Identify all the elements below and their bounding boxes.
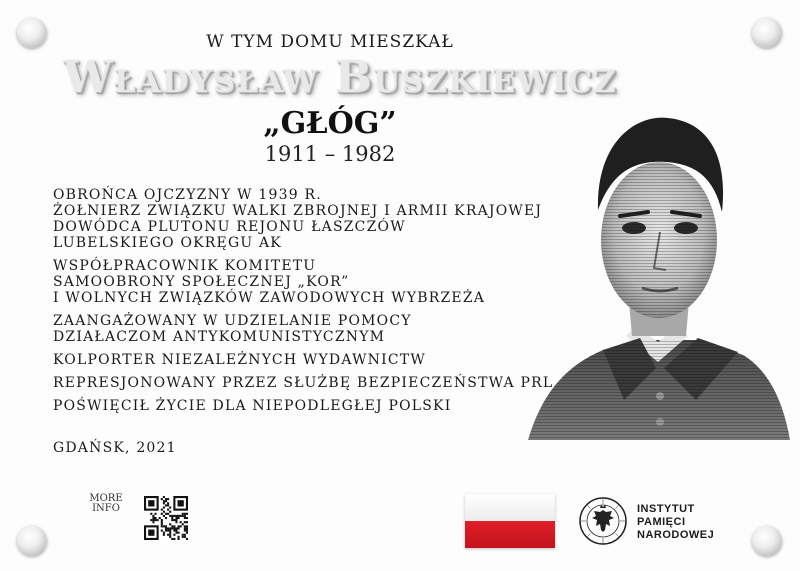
ipn-eagle-emblem (578, 496, 628, 546)
screw-cap-top-right (752, 18, 782, 48)
bio-line: REPRESJONOWANY PRZEZ SŁUŻBĘ BEZPIECZEŃSTWA PRL (53, 375, 554, 391)
portrait-photo (528, 100, 790, 450)
bio-line: WSPÓŁPRACOWNIK KOMITETU (53, 258, 317, 274)
bio-line: OBROŃCA OJCZYZNY W 1939 R. (53, 187, 322, 203)
bio-line: SAMOOBRONY SPOŁECZNEJ „KOR” (53, 274, 350, 290)
bio-paragraph (53, 313, 533, 345)
bio-line: I WOLNYCH ZWIĄZKÓW ZAWODOWYCH WYBRZEŻA (53, 290, 486, 306)
more-info-label (86, 494, 126, 514)
bio-line: KOLPORTER NIEZALEŻNYCH WYDAWNICTW (53, 352, 426, 368)
institute-line-1: INSTYTUT (637, 503, 695, 515)
intro-heading: W TYM DOMU MIESZKAŁ (206, 32, 454, 52)
bio-paragraph (53, 258, 533, 306)
screw-cap-top-left (17, 18, 47, 48)
screw-cap-bottom-left (17, 526, 47, 556)
pseudonym: „GŁÓG” (263, 106, 397, 141)
qr-code-icon[interactable] (144, 496, 188, 540)
institute-line-3: NARODOWEJ (637, 529, 715, 541)
screw-cap-bottom-right (752, 526, 782, 556)
bio-line: ZAANGAŻOWANY W UDZIELANIE POMOCY (53, 313, 412, 329)
biography (53, 187, 554, 421)
bio-paragraph (53, 398, 533, 414)
life-years: 1911 – 1982 (264, 142, 396, 166)
more-info-line-1: MORE (89, 493, 123, 504)
institute-line-2: PAMIĘCI (637, 516, 686, 528)
polish-flag (465, 494, 555, 548)
bio-line: POŚWIĘCIŁ ŻYCIE DLA NIEPODLEGŁEJ POLSKI (53, 398, 452, 414)
bio-line: DZIAŁACZOM ANTYKOMUNISTYCZNYM (53, 329, 386, 345)
place-date: GDAŃSK, 2021 (53, 440, 177, 456)
bio-line: LUBELSKIEGO OKRĘGU AK (53, 235, 282, 251)
institute-name (637, 503, 714, 542)
bio-paragraph (53, 375, 554, 391)
bio-paragraph (53, 187, 543, 251)
bio-line: DOWÓDCA PLUTONU REJONU ŁASZCZÓW (53, 219, 406, 235)
bio-paragraph (53, 352, 533, 368)
more-info-line-2: INFO (92, 503, 120, 514)
person-name: Władysław Buszkiewicz (63, 52, 617, 103)
bio-line: ŻOŁNIERZ ZWIĄZKU WALKI ZBROJNEJ I ARMII KRAJOWEJ (53, 203, 543, 219)
